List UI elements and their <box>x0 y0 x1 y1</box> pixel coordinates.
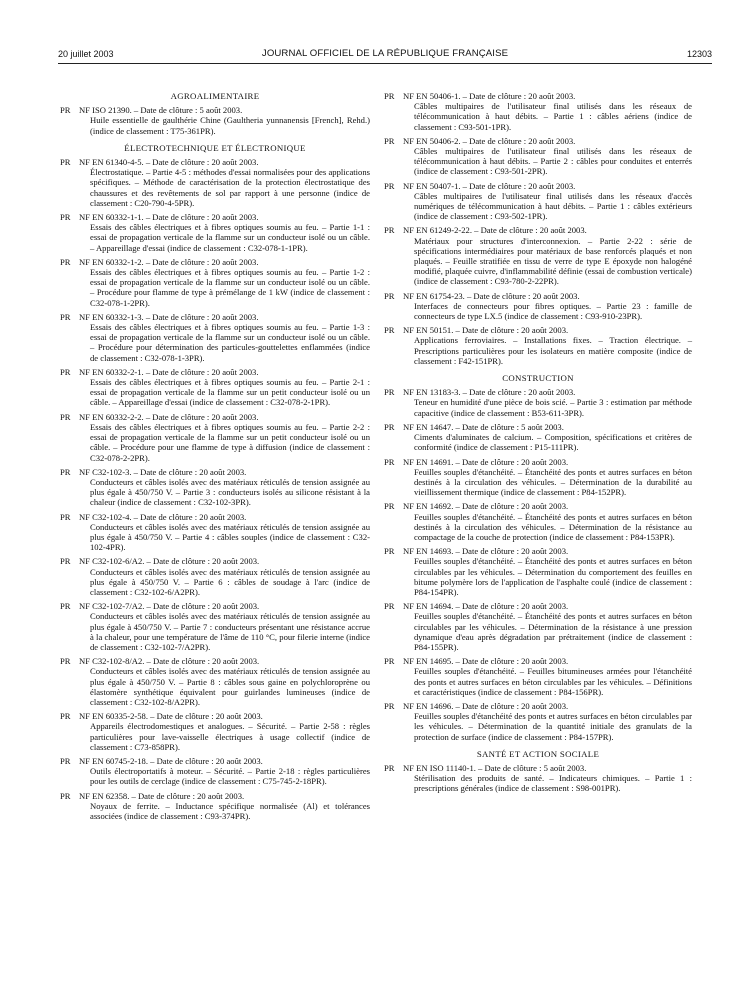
entry-prefix: PR <box>60 466 71 477</box>
entry-header <box>60 556 370 566</box>
entry-reference: NF EN ISO 11140-1. – Date de clôture : 5 août 2003. <box>403 762 587 773</box>
entry-reference: NF EN 13183-3. – Date de clôture : 20 août 2003. <box>403 387 576 398</box>
entry-prefix: PR <box>384 656 395 667</box>
standard-entry <box>60 367 370 408</box>
entry-description: Feuilles souples d'étanchéité. – Étanchéité des ponts et autres surfaces en béton circulables par les véhicules. – Détermination du comportement des feuilles en bitume polymère lors de l'application de l'asphalte coulé (indice de classement : P84-154PR). <box>414 556 692 597</box>
entry-description: Huile essentielle de gaulthérie Chine (Gaultheria yunnanensis [French], Rehd.) (indice de classement : T75-361PR). <box>90 115 370 136</box>
entry-header <box>384 325 692 335</box>
entry-description: Essais des câbles électriques et à fibres optiques soumis au feu. – Partie 2-1 : essai de propagation verticale de la flamme sur un petit conducteur isolé ou un câble. – Appareillage d'essai (indice de classement : C32-078-2-1PR). <box>90 377 370 408</box>
entry-description: Applications ferroviaires. – Installations fixes. – Traction électrique. – Prescriptions particulières pour les isolateurs en matière composite (indice de classement : F42-151PR). <box>414 335 692 366</box>
entry-prefix: PR <box>60 601 71 612</box>
entry-header <box>60 512 370 522</box>
entry-description: Feuilles souples d'étanchéité. – Étanchéité des ponts et autres surfaces en béton destinés à la circulation des véhicules. – Détermination de la résistance au compactage de la couche de protection (indice de classement : P84-153PR). <box>414 511 692 542</box>
entry-prefix: PR <box>60 790 71 801</box>
standard-entry <box>384 457 692 498</box>
entry-description: Essais des câbles électriques et à fibres optiques soumis au feu. – Partie 1-1 : essai de propagation verticale de la flamme sur un conducteur isolé ou un câble. – Appareillage d'essai (indice de classement : C32-078-1-1PR). <box>90 222 370 253</box>
entry-description: Noyaux de ferrite. – Inductance spécifique normalisée (Al) et tolérances associées (indice de classement : C93-374PR). <box>90 800 370 821</box>
standard-entry <box>60 212 370 253</box>
standard-entry <box>60 467 370 508</box>
entry-reference: NF EN 62358. – Date de clôture : 20 août 2003. <box>79 790 245 801</box>
standard-entry <box>384 601 692 652</box>
entry-description: Teneur en humidité d'une pièce de bois scié. – Partie 3 : estimation par méthode capacitive (indice de classement : B53-611-3PR). <box>414 397 692 418</box>
entry-description: Conducteurs et câbles isolés avec des matériaux réticulés de tension assignée au plus égale à 450/750 V. – Partie 4 : câbles souples (indice de classement : C32-102-4PR). <box>90 521 370 553</box>
entry-reference: NF EN 50406-1. – Date de clôture : 20 août 2003. <box>403 91 576 101</box>
left-column <box>60 91 370 825</box>
entry-reference: NF C32-102-8/A2. – Date de clôture : 20 août 2003. <box>79 656 260 667</box>
entry-reference: NF EN 14647. – Date de clôture : 5 août 2003. <box>403 421 564 432</box>
section-title: SANTÉ ET ACTION SOCIALE <box>476 748 600 759</box>
entry-header <box>60 312 370 322</box>
standard-entry <box>384 422 692 453</box>
entry-description: Feuilles souples d'étanchéité. – Étanchéité des ponts et autres surfaces en béton circulables par les véhicules. – Détermination de la résistance à une pression dynamique d'eau après dégradation par prétraitement (indice de classement : P84-155PR). <box>414 611 692 652</box>
entry-header <box>384 225 692 235</box>
entry-reference: NF EN 61754-23. – Date de clôture : 20 août 2003. <box>403 290 580 301</box>
entry-description: Essais des câbles électriques et à fibres optiques soumis au feu. – Partie 2-2 : essai de propagation verticale de la flamme sur un petit conducteur isolé ou un câble. – Procédure pour une flamme de type à diffusion (indice de classement : C32-078-2-2PR). <box>90 421 370 463</box>
entry-description: Conducteurs et câbles isolés avec des matériaux réticulés de tension assignée au plus égale à 450/750 V. – Partie 8 : câbles sous gaine en polychloroprène ou élastomère synthétique équivalent pour guirlandes lumineuses (indice de classement : C32-102-8/A2PR). <box>90 666 370 707</box>
entry-reference: NF EN 60332-1-1. – Date de clôture : 20 août 2003. <box>79 212 259 223</box>
entry-description: Essais des câbles électriques et à fibres optiques soumis au feu. – Partie 1-3 : essai de propagation verticale de la flamme sur un conducteur isolé ou un câble. – Procédure pour détermination des particules-gouttelettes enflammées (indice de classement : C32-078-1-3PR). <box>90 322 370 363</box>
entry-prefix: PR <box>60 105 71 116</box>
entry-description: Feuilles souples d'étanchéité des ponts et autres surfaces en béton circulables par les véhicules. – Détermination de la quantité initiale des granulats de la protection de surface (indice de classement : P84-157PR). <box>414 711 692 742</box>
standard-entry <box>60 312 370 363</box>
entry-header <box>384 656 692 666</box>
entry-header <box>60 791 370 801</box>
entry-prefix: PR <box>384 762 395 773</box>
entry-header <box>60 467 370 477</box>
standard-entry <box>384 387 692 418</box>
standard-entry <box>384 763 692 794</box>
entry-prefix: PR <box>384 180 395 191</box>
entry-reference: NF EN 60745-2-18. – Date de clôture : 20 août 2003. <box>79 755 263 766</box>
entry-header <box>384 601 692 611</box>
standard-entry <box>60 157 370 208</box>
entry-reference: NF EN 60332-2-1. – Date de clôture : 20 août 2003. <box>79 366 259 377</box>
entry-header <box>384 181 692 191</box>
standard-entry <box>60 512 370 553</box>
entry-description: Câbles multipaires de l'utilisateur final utilisés dans les réseaux de télécommunication à haut débits. – Partie 1 : câbles aériens (indice de classement : C93-501-1PR). <box>414 101 692 132</box>
entry-prefix: PR <box>384 225 395 236</box>
entry-description: Conducteurs et câbles isolés avec des matériaux réticulés de tension assignée au plus égale à 450/750 V. – Partie 6 : câbles de soudage à l'arc (indice de classement : C32-102-6/A2PR). <box>90 566 370 597</box>
entry-reference: NF C32-102-3. – Date de clôture : 20 août 2003. <box>79 466 247 477</box>
entry-reference: NF EN 50407-1. – Date de clôture : 20 août 2003. <box>403 180 576 191</box>
entry-header <box>384 546 692 556</box>
entry-prefix: PR <box>384 601 395 612</box>
entry-reference: NF EN 60335-2-58. – Date de clôture : 20 août 2003. <box>79 711 263 722</box>
standard-entry <box>60 412 370 463</box>
entry-description: Interfaces de connecteurs pour fibres optiques. – Partie 23 : famille de connecteurs de type LX.5 (indice de classement : C93-910-23PR). <box>414 300 692 322</box>
standard-entry <box>384 225 692 286</box>
entry-header <box>384 136 692 146</box>
standard-entry <box>60 656 370 707</box>
entry-header <box>60 412 370 422</box>
entry-header <box>60 711 370 721</box>
entry-prefix: PR <box>60 157 71 168</box>
entry-prefix: PR <box>60 411 71 422</box>
entry-prefix: PR <box>384 91 395 101</box>
entry-description: Matériaux pour structures d'interconnexion. – Partie 2-22 : série de spécifications intermédiaires pour matériaux de base renforcés plaqués et non plaqués. – Feuille stratifiée en tissu de verre de type E époxyde non halogéné modifié, plaquée cuivre, d'inflammabilité définie (essai de combustion verticale) (indice de classement : C93-780-2-22PR). <box>414 235 692 287</box>
standard-entry <box>60 756 370 787</box>
entry-prefix: PR <box>384 135 395 146</box>
entry-prefix: PR <box>60 311 71 322</box>
entry-reference: NF EN 14691. – Date de clôture : 20 août 2003. <box>403 456 569 467</box>
entry-header <box>384 291 692 301</box>
standard-entry <box>384 701 692 742</box>
entry-header <box>60 105 370 115</box>
standard-entry <box>384 501 692 542</box>
entry-header <box>60 656 370 666</box>
standard-entry <box>384 656 692 697</box>
entry-prefix: PR <box>60 755 71 766</box>
entry-header <box>384 763 692 773</box>
entry-reference: NF C32-102-6/A2. – Date de clôture : 20 août 2003. <box>79 556 260 567</box>
header-page-number: 12303 <box>686 49 712 59</box>
right-column <box>384 91 692 798</box>
standard-entry <box>384 181 692 222</box>
entry-prefix: PR <box>384 456 395 467</box>
entry-prefix: PR <box>60 656 71 667</box>
standard-entry <box>60 601 370 652</box>
entry-description: Câbles multipaires de l'utilisateur final utilisés dans les réseaux d'accès numériques de télécommunication à haut débits. – Partie 1 : câbles extérieurs (indice de classement : C93-502-1PR). <box>414 190 692 222</box>
entry-reference: NF EN 14694. – Date de clôture : 20 août 2003. <box>403 601 569 612</box>
entry-header <box>60 601 370 611</box>
entry-header <box>384 701 692 711</box>
entry-header <box>384 91 692 101</box>
entry-prefix: PR <box>60 556 71 567</box>
entry-header <box>60 212 370 222</box>
standard-entry <box>384 546 692 597</box>
entry-description: Conducteurs et câbles isolés avec des matériaux réticulés de tension assignée au plus égale à 450/750 V. – Partie 3 : conducteurs isolés au silicone résistant à la chaleur (indice de classement : C32-102-3PR). <box>90 476 370 508</box>
entry-header <box>384 457 692 467</box>
entry-header <box>60 756 370 766</box>
entry-prefix: PR <box>384 546 395 557</box>
standard-entry <box>60 257 370 308</box>
standard-entry <box>60 711 370 752</box>
header-title: JOURNAL OFFICIEL DE LA RÉPUBLIQUE FRANÇAISE <box>261 48 509 59</box>
entry-prefix: PR <box>60 256 71 267</box>
entry-description: Câbles multipaires de l'utilisateur final utilisés dans les réseaux de télécommunication à haut débits. – Partie 2 : câbles pour conduites et enterrés (indice de classement : C93-501-2PR). <box>414 146 692 177</box>
header-date: 20 juillet 2003 <box>58 49 114 59</box>
entry-reference: NF C32-102-7/A2. – Date de clôture : 20 août 2003. <box>79 601 260 612</box>
standard-entry <box>60 556 370 597</box>
standard-entry <box>384 136 692 177</box>
entry-prefix: PR <box>384 290 395 301</box>
page-header <box>58 45 712 64</box>
section-title: AGROALIMENTAIRE <box>170 91 260 101</box>
standard-entry <box>384 325 692 366</box>
entry-reference: NF EN 50406-2. – Date de clôture : 20 août 2003. <box>403 135 576 146</box>
entry-reference: NF EN 61340-4-5. – Date de clôture : 20 août 2003. <box>79 157 259 168</box>
entry-description: Essais des câbles électriques et à fibres optiques soumis au feu. – Partie 1-2 : essai de propagation verticale de la flamme sur un conducteur isolé ou un câble. – Procédure pour flamme de type à prémélange de 1 kW (indice de classement : C32-078-1-2PR). <box>90 267 370 308</box>
standard-entry <box>384 291 692 322</box>
entry-reference: NF EN 60332-1-2. – Date de clôture : 20 août 2003. <box>79 256 259 267</box>
entry-description: Feuilles souples d'étanchéité. – Étanchéité des ponts et autres surfaces en béton destinés à la circulation des véhicules. – Détermination de la durabilité au vieillissement thermique (indice de classement : P84-152PR). <box>414 466 692 498</box>
entry-reference: NF ISO 21390. – Date de clôture : 5 août 2003. <box>79 105 243 116</box>
entry-reference: NF EN 61249-2-22. – Date de clôture : 20 août 2003. <box>403 225 587 236</box>
entry-prefix: PR <box>384 387 395 398</box>
entry-header <box>60 257 370 267</box>
entry-reference: NF EN 60332-2-2. – Date de clôture : 20 août 2003. <box>79 411 259 422</box>
standard-entry <box>384 91 692 132</box>
entry-description: Ciments d'aluminates de calcium. – Composition, spécifications et critères de conformité (indice de classement : P15-111PR). <box>414 432 692 453</box>
entry-description: Feuilles souples d'étanchéité. – Feuilles bitumineuses armées pour l'étanchéité des ponts et autres surfaces en béton circulables par les véhicules. – Définitions et caractéristiques (indice de classement : P84-156PR). <box>414 666 692 697</box>
entry-header <box>60 367 370 377</box>
entry-prefix: PR <box>384 421 395 432</box>
entry-description: Électrostatique. – Partie 4-5 : méthodes d'essai normalisées pour des applications spécifiques. – Méthode de caractérisation de la protection électrostatique des chaussures et des revêtements de sol par rapport à une personne (indice de classement : C20-790-4-5PR). <box>90 167 370 208</box>
entry-header <box>384 387 692 397</box>
entry-reference: NF EN 14693. – Date de clôture : 20 août 2003. <box>403 546 569 557</box>
entry-prefix: PR <box>60 366 71 377</box>
entry-prefix: PR <box>384 700 395 711</box>
entry-reference: NF EN 14692. – Date de clôture : 20 août 2003. <box>403 501 569 512</box>
entry-description: Stérilisation des produits de santé. – Indicateurs chimiques. – Partie 1 : prescriptions générales (indice de classement : S98-001PR). <box>414 773 692 794</box>
entry-reference: NF EN 14696. – Date de clôture : 20 août 2003. <box>403 700 569 711</box>
entry-prefix: PR <box>384 501 395 512</box>
entry-header <box>60 157 370 167</box>
entry-prefix: PR <box>60 711 71 722</box>
entry-description: Outils électroportatifs à moteur. – Sécurité. – Partie 2-18 : règles particulières pour les outils de cerclage (indice de classement : C75-745-2-18PR). <box>90 766 370 787</box>
entry-description: Appareils électrodomestiques et analogues. – Sécurité. – Partie 2-58 : règles particulières pour lave-vaisselle électriques à usage collectif (indice de classement : C73-858PR). <box>90 721 370 752</box>
entry-reference: NF EN 60332-1-3. – Date de clôture : 20 août 2003. <box>79 311 259 322</box>
section-title: ÉLECTROTECHNIQUE ET ÉLECTRONIQUE <box>124 142 306 153</box>
entry-prefix: PR <box>384 325 395 336</box>
entry-description: Conducteurs et câbles isolés avec des matériaux réticulés de tension assignée au plus égale à 450/750 V. – Partie 7 : conducteurs présentant une résistance accrue à la chaleur, pour une température de l'âme de 110 °C, pour filerie interne (indice de classement : C32-102-7/A2PR). <box>90 611 370 652</box>
standard-entry <box>60 105 370 136</box>
entry-reference: NF EN 50151. – Date de clôture : 20 août 2003. <box>403 325 569 336</box>
entry-reference: NF C32-102-4. – Date de clôture : 20 août 2003. <box>79 511 247 522</box>
section-title: CONSTRUCTION <box>502 373 574 384</box>
entry-header <box>384 422 692 432</box>
entry-prefix: PR <box>60 511 71 522</box>
entry-header <box>384 501 692 511</box>
entry-prefix: PR <box>60 212 71 223</box>
standard-entry <box>60 791 370 822</box>
entry-reference: NF EN 14695. – Date de clôture : 20 août 2003. <box>403 656 569 667</box>
